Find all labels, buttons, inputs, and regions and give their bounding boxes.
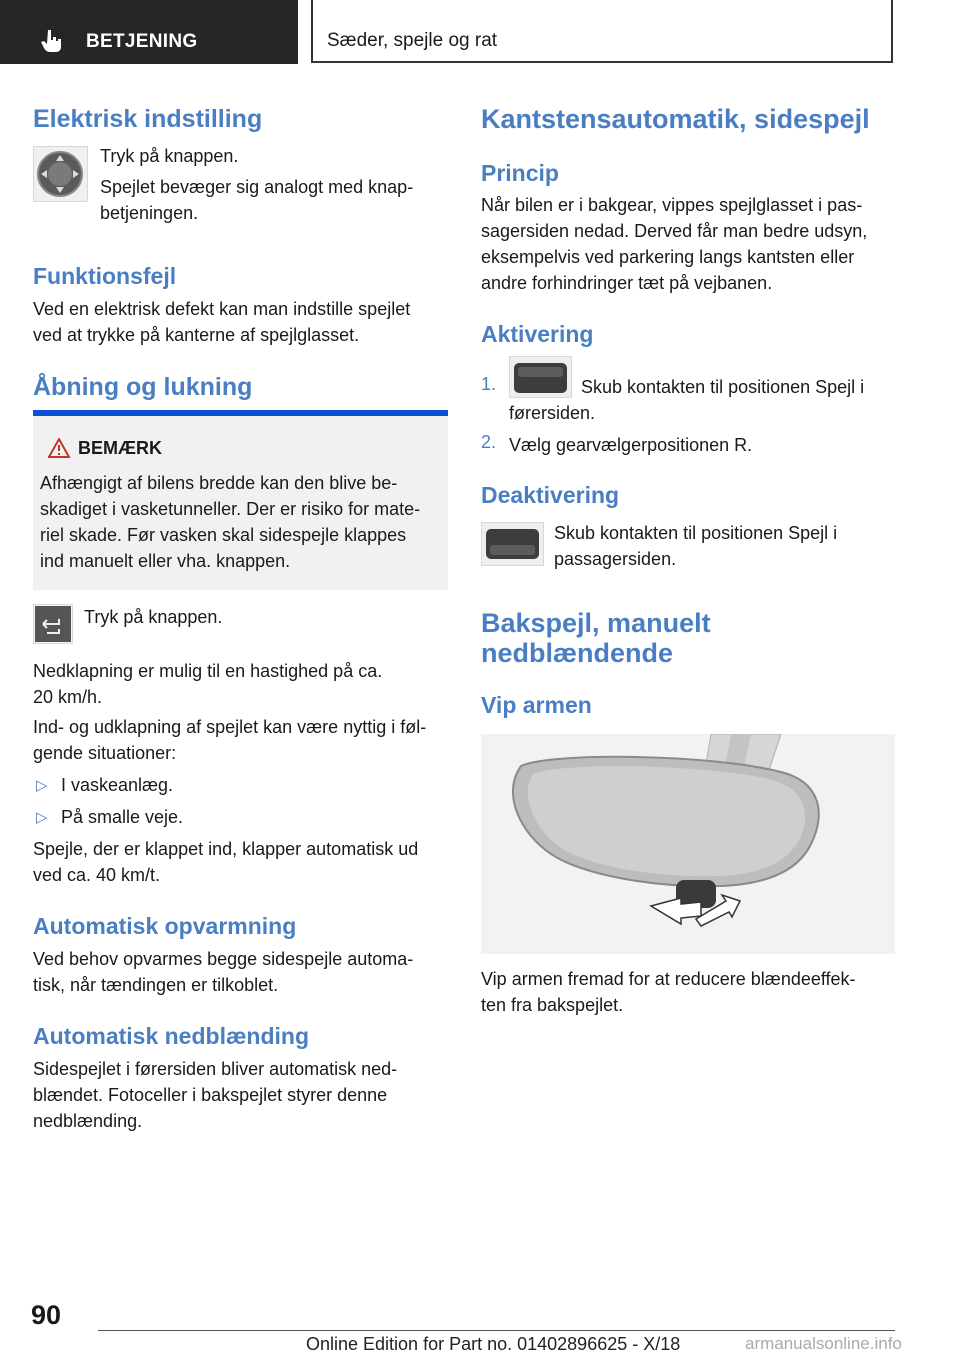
rearview-mirror-image xyxy=(481,734,895,954)
text-tryk-knappen-1: Tryk på knappen. xyxy=(100,146,239,166)
text-funktionsfejl-l2: ved at trykke på kanterne af spejlglasset. xyxy=(33,325,360,345)
text-opvarmning-l2: tisk, når tændingen er tilkoblet. xyxy=(33,975,279,995)
note-line3: riel skade. Før vasken skal sidespejle klappes xyxy=(40,525,407,545)
warning-triangle-icon xyxy=(48,438,70,458)
heading-deaktivering: Deaktivering xyxy=(481,482,620,508)
heading-automatisk-opvarmning: Automatisk opvarmning xyxy=(33,913,297,939)
text-nedblaending-l1: Sidespejlet i førersiden bliver automatisk ned- xyxy=(33,1059,398,1079)
text-spejle-l2: ved ca. 40 km/t. xyxy=(33,865,161,885)
note-line1: Afhængigt af bilens bredde kan den blive be- xyxy=(40,473,398,493)
heading-aktivering: Aktivering xyxy=(481,321,594,347)
text-funktionsfejl-l1: Ved en elektrisk defekt kan man indstille spejlet xyxy=(33,299,411,319)
text-deakt-l2: passagersiden. xyxy=(554,549,677,569)
note-line2: skadiget i vasketunneller. Der er risiko for mate- xyxy=(40,499,421,519)
fold-mirror-icon xyxy=(34,605,72,643)
note-title: BEMÆRK xyxy=(78,438,162,458)
text-step2: Vælg gearvælgerpositionen R. xyxy=(509,435,753,455)
text-nedklapning-l1: Nedklapning er mulig til en hastighed på ca. xyxy=(33,661,383,681)
text-caption-l1: Vip armen fremad for at reducere blændeeffek- xyxy=(481,969,856,989)
text-step1-l2: førersiden. xyxy=(509,403,596,423)
text-deakt-l1: Skub kontakten til positionen Spejl i xyxy=(554,523,838,543)
page-number: 90 xyxy=(31,1300,62,1330)
text-princip-l2: sagersiden nedad. Derved får man bedre udsyn, xyxy=(481,221,868,241)
footer-rule xyxy=(98,1330,895,1331)
joystick-icon xyxy=(34,147,87,201)
text-princip-l4: andre forhindringer tæt på vejbanen. xyxy=(481,273,773,293)
bullet-item-2: På smalle veje. xyxy=(61,807,184,827)
text-spejlet-line2: betjeningen. xyxy=(100,203,199,223)
switch-driver-image xyxy=(509,356,572,398)
text-step1-l1: Skub kontakten til positionen Spejl i xyxy=(581,377,865,397)
section-title: Sæder, spejle og rat xyxy=(327,30,498,51)
switch-passenger-image xyxy=(481,522,544,566)
text-indudklap-l1: Ind- og udklapning af spejlet kan være nyttig i føl- xyxy=(33,717,427,737)
text-spejle-l1: Spejle, der er klappet ind, klapper automatisk ud xyxy=(33,839,419,859)
bullet-arrow-icon: ▷ xyxy=(36,777,48,794)
text-caption-l2: ten fra bakspejlet. xyxy=(481,995,624,1015)
bullet-item-1: I vaskeanlæg. xyxy=(61,775,174,795)
note-line4: ind manuelt eller vha. knappen. xyxy=(40,551,291,571)
page-header xyxy=(0,0,960,66)
heading-vip-armen: Vip armen xyxy=(481,692,592,718)
mirror-switch-icon xyxy=(482,523,543,565)
text-opvarmning-l1: Ved behov opvarmes begge sidespejle automa- xyxy=(33,949,414,969)
heading-elektrisk-indstilling: Elektrisk indstilling xyxy=(33,105,263,133)
chapter-title: BETJENING xyxy=(86,31,198,52)
heading-automatisk-nedblaending: Automatisk nedblænding xyxy=(33,1023,309,1049)
step-number-1: 1. xyxy=(481,374,497,394)
text-princip-l3: eksempelvis ved parkering langs kantsten eller xyxy=(481,247,855,267)
section-tab xyxy=(311,0,893,63)
chapter-tab xyxy=(0,0,298,64)
text-nedblaending-l3: nedblænding. xyxy=(33,1111,143,1131)
watermark-text: armanualsonline.info xyxy=(745,1334,902,1353)
heading-funktionsfejl: Funktionsfejl xyxy=(33,263,177,289)
mirror-switch-icon xyxy=(510,357,571,397)
rearview-mirror-illustration xyxy=(481,734,895,954)
hand-pointer-icon xyxy=(40,28,66,54)
text-spejlet-line1: Spejlet bevæger sig analogt med knap- xyxy=(100,177,414,197)
text-nedblaending-l2: blændet. Fotoceller i bakspejlet styrer denne xyxy=(33,1085,388,1105)
heading-bakspejl-l1: Bakspejl, manuelt xyxy=(481,608,711,638)
heading-bakspejl-l2: nedblændende xyxy=(481,638,674,668)
heading-princip: Princip xyxy=(481,160,559,186)
text-tryk-knappen-2: Tryk på knappen. xyxy=(84,607,223,627)
edition-text: Online Edition for Part no. 01402896625 - X/18 xyxy=(306,1334,681,1354)
text-nedklapning-l2: 20 km/h. xyxy=(33,687,103,707)
fold-mirror-button-image xyxy=(33,604,73,644)
text-indudklap-l2: gende situationer: xyxy=(33,743,177,763)
heading-kantstensautomatik: Kantstensautomatik, sidespejl xyxy=(481,104,870,134)
text-princip-l1: Når bilen er i bakgear, vippes spejlglasset i pas- xyxy=(481,195,863,215)
heading-aabning-lukning: Åbning og lukning xyxy=(33,373,253,401)
step-number-2: 2. xyxy=(481,432,497,452)
bullet-arrow-icon: ▷ xyxy=(36,809,48,826)
mirror-joystick-image xyxy=(33,146,88,202)
